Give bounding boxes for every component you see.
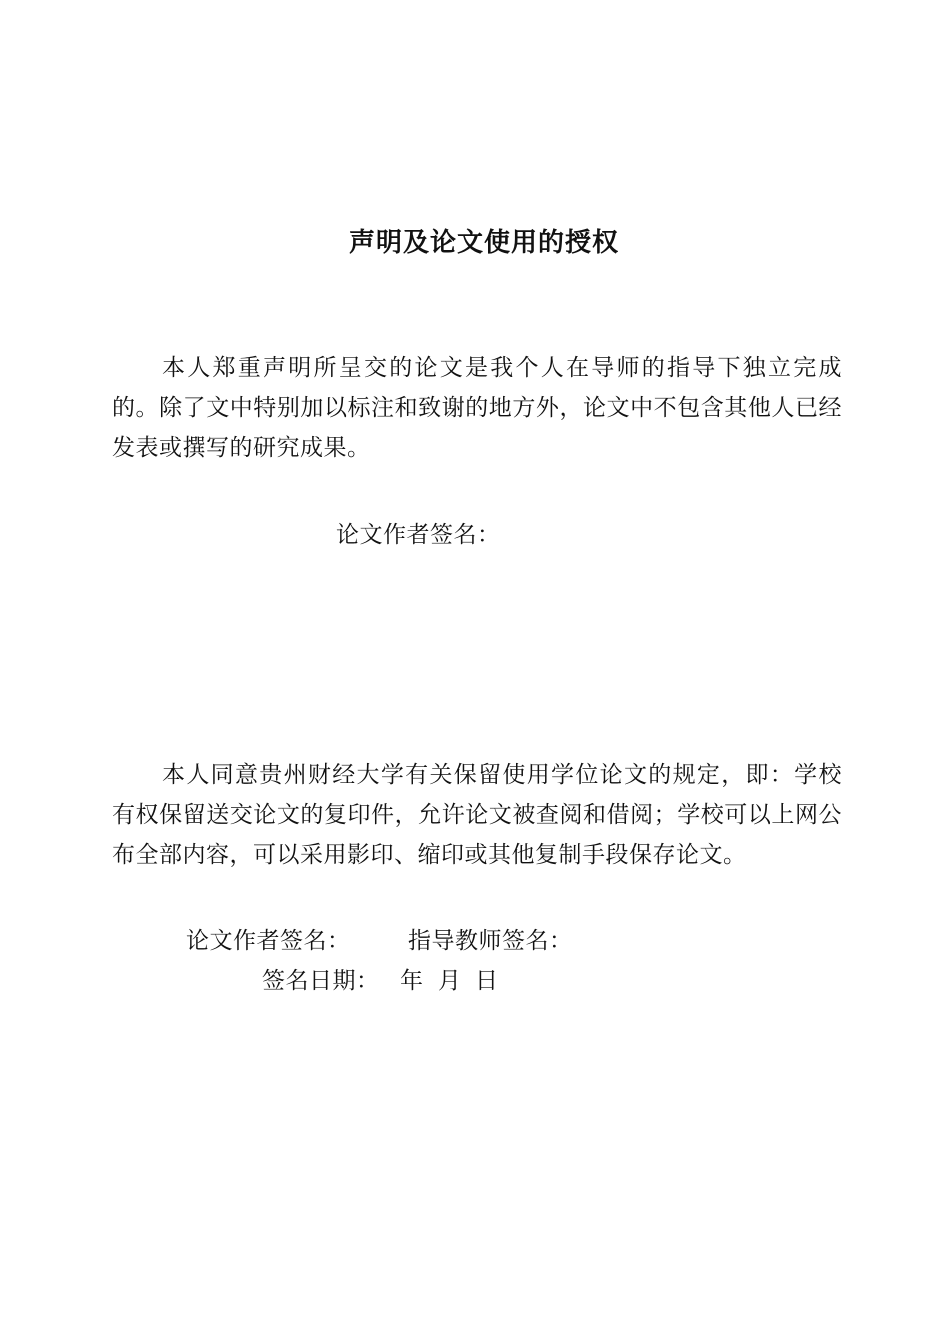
- authorization-paragraph: 本人同意贵州财经大学有关保留使用学位论文的规定，即：学校有权保留送交论文的复印件，允许论文被查阅和借阅；学校可以上网公布全部内容，可以采用影印、缩印或其他复制手段保存论文。: [112, 762, 842, 868]
- declaration-paragraph: 本人郑重声明所呈交的论文是我个人在导师的指导下独立完成的。除了文中特别加以标注和致谢的地方外，论文中不包含其他人已经发表或撰写的研究成果。: [112, 355, 842, 461]
- date-year-label: 年: [400, 968, 424, 994]
- declaration-author-signature-label: 论文作者签名：: [336, 522, 501, 548]
- supervisor-signature-label: 指导教师签名：: [408, 928, 573, 954]
- date-day-label: 日: [475, 968, 499, 994]
- authorization-author-signature-label: 论文作者签名：: [186, 928, 351, 954]
- signature-date-label: 签名日期：: [262, 968, 380, 994]
- page-title: 声明及论文使用的授权: [348, 228, 619, 258]
- date-month-label: 月: [438, 968, 462, 994]
